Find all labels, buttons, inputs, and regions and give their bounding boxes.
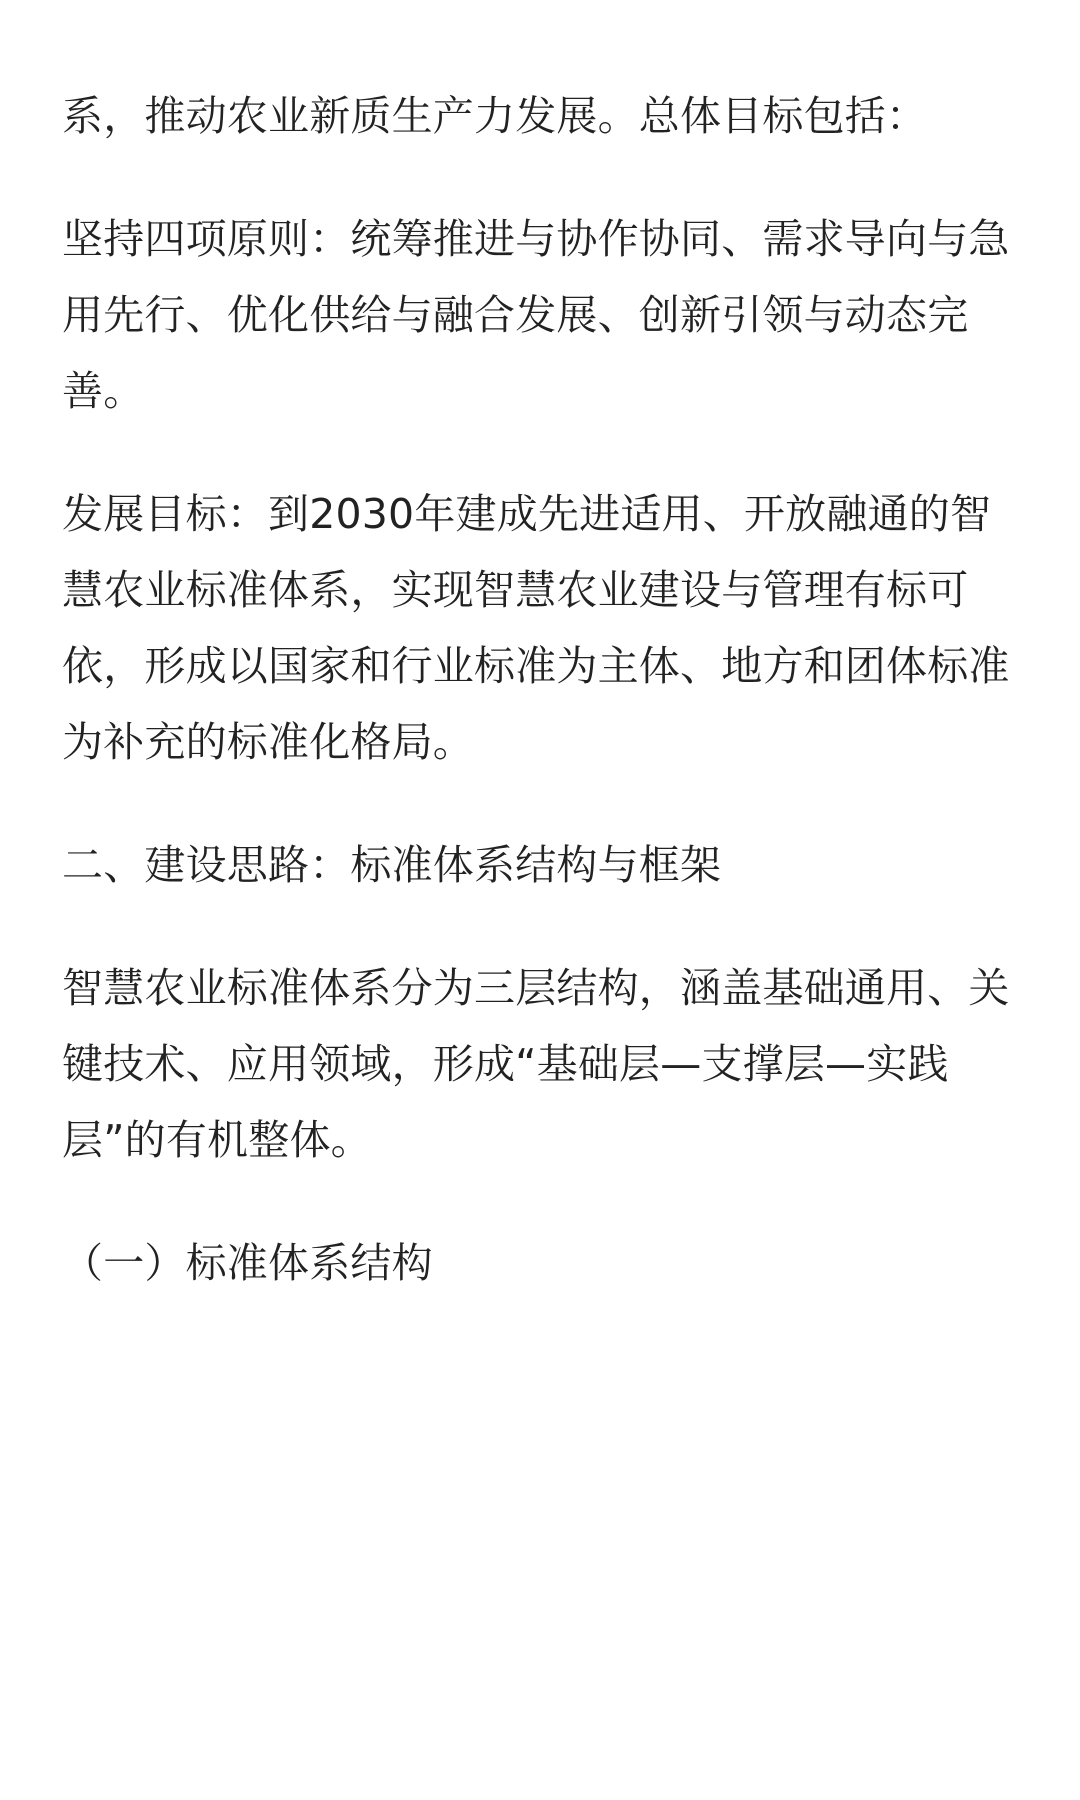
paragraph-development-goals: 发展目标：到2030年建成先进适用、开放融通的智慧农业标准体系，实现智慧农业建设与管理有标可依，形成以国家和行业标准为主体、地方和团体标准为补充的标准化格局。: [62, 490, 1010, 766]
paragraph-overall-goals: 系，推动农业新质生产力发展。总体目标包括：: [62, 92, 928, 140]
paragraph-three-layer-structure: 智慧农业标准体系分为三层结构，涵盖基础通用、关键技术、应用领域，形成“基础层—支撑层—实践层”的有机整体。: [62, 964, 1010, 1164]
section-heading-construction-approach: 二、建设思路：标准体系结构与框架: [62, 841, 722, 889]
paragraph-four-principles: 坚持四项原则：统筹推进与协作协同、需求导向与急用先行、优化供给与融合发展、创新引领与动态完善。: [62, 215, 1010, 415]
article-body: [62, 78, 1032, 1301]
subsection-heading-standard-structure: （一）标准体系结构: [62, 1239, 433, 1287]
